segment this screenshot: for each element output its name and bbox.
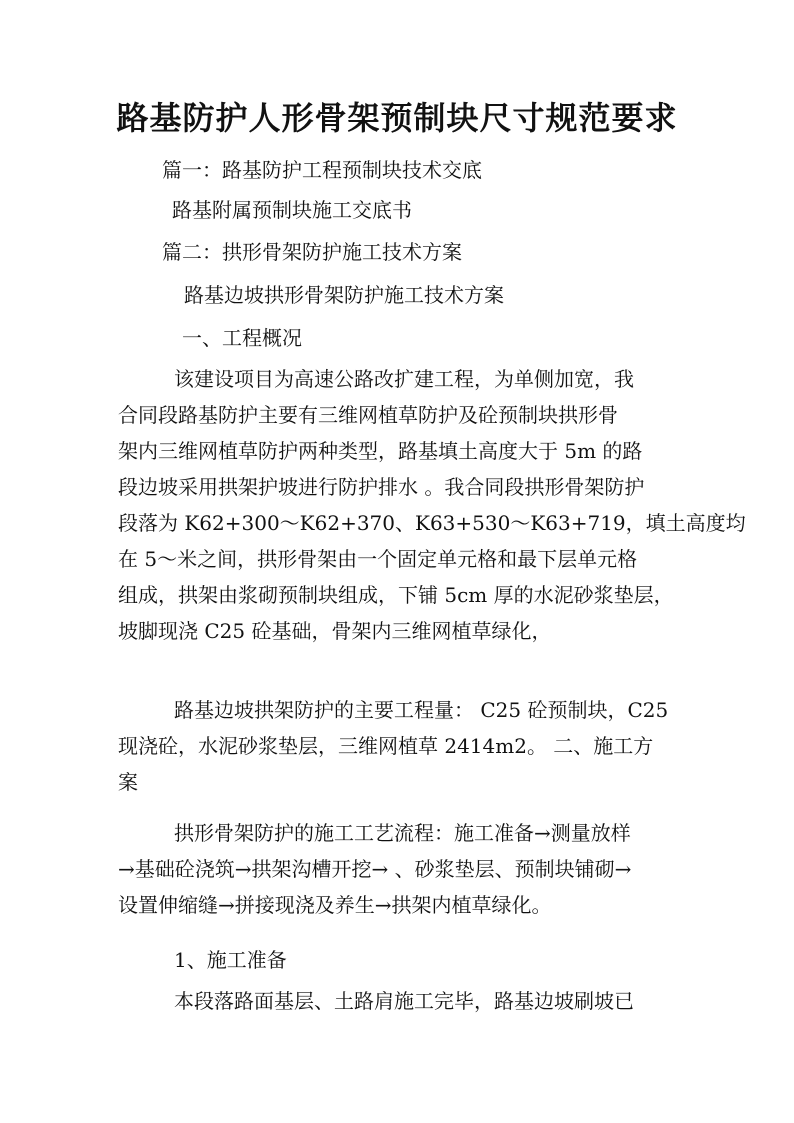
document-title: 路基防护人形骨架预制块尺寸规范要求 xyxy=(116,99,678,137)
section-heading-2: 篇二：拱形骨架防护施工技术方案 xyxy=(162,240,462,264)
text-line: 段落为 K62+300～K62+370、K63+530～K63+719，填土高度均 xyxy=(118,511,746,535)
text-line: 合同段路基防护主要有三维网植草防护及砼预制块拱形骨 xyxy=(118,403,618,427)
text-line: 坡脚现浇 C25 砼基础，骨架内三维网植草绿化， xyxy=(118,619,552,643)
text-line: 在 5～米之间，拱形骨架由一个固定单元格和最下层单元格 xyxy=(118,547,638,571)
paragraph-quantities xyxy=(118,692,678,800)
text-line: 组成，拱架由浆砌预制块组成，下铺 5cm 厚的水泥砂浆垫层， xyxy=(118,583,674,607)
text-line: 本段落路面基层、土路肩施工完毕，路基边坡刷坡已 xyxy=(174,989,634,1013)
text-line: 现浇砼，水泥砂浆垫层，三维网植草 2414m2。 二、施工方 xyxy=(118,734,654,758)
paragraph-process-flow xyxy=(118,815,678,923)
heading-preparation: 1、施工准备 xyxy=(174,948,287,972)
section-heading-1: 篇一：路基防护工程预制块技术交底 xyxy=(162,158,482,182)
text-line: 设置伸缩缝→拼接现浇及养生→拱架内植草绿化。 xyxy=(118,893,552,917)
subheading-2: 路基边坡拱形骨架防护施工技术方案 xyxy=(184,283,504,307)
paragraph-preparation xyxy=(118,983,678,1019)
text-line: 架内三维网植草防护两种类型，路基填土高度大于 5m 的路 xyxy=(118,439,643,463)
text-line: 段边坡采用拱架护坡进行防护排水 。我合同段拱形骨架防护 xyxy=(118,475,645,499)
paragraph-overview xyxy=(118,361,746,649)
text-line: →基础砼浇筑→拱架沟槽开挖→ 、砂浆垫层、预制块铺砌→ xyxy=(118,857,632,881)
text-line: 拱形骨架防护的施工工艺流程：施工准备→测量放样 xyxy=(174,821,631,845)
text-line: 路基边坡拱架防护的主要工程量： C25 砼预制块，C25 xyxy=(174,698,669,722)
text-line: 该建设项目为高速公路改扩建工程，为单侧加宽，我 xyxy=(174,367,634,391)
text-line: 案 xyxy=(118,770,138,794)
heading-project-overview: 一、工程概况 xyxy=(182,326,302,350)
subheading-1: 路基附属预制块施工交底书 xyxy=(172,198,412,222)
